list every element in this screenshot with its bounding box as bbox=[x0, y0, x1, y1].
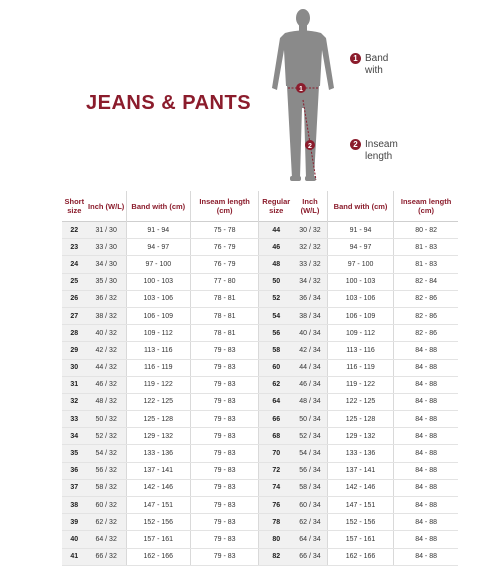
page-title: JEANS & PANTS bbox=[86, 92, 252, 114]
table-cell: 91 - 94 bbox=[126, 222, 190, 239]
table-row bbox=[62, 531, 458, 548]
table-cell: 78 - 81 bbox=[190, 290, 258, 307]
table-cell: 40 bbox=[62, 531, 87, 548]
table-cell: 79 - 83 bbox=[190, 548, 258, 565]
table-cell: 147 - 151 bbox=[327, 497, 393, 514]
table-cell: 84 - 88 bbox=[394, 531, 458, 548]
table-cell: 147 - 151 bbox=[126, 497, 190, 514]
table-cell: 24 bbox=[62, 256, 87, 273]
table-cell: 36 / 32 bbox=[87, 290, 127, 307]
table-cell: 50 / 32 bbox=[87, 411, 127, 428]
table-row bbox=[62, 307, 458, 324]
table-cell: 94 - 97 bbox=[126, 239, 190, 256]
table-cell: 116 - 119 bbox=[126, 359, 190, 376]
table-cell: 82 - 84 bbox=[394, 273, 458, 290]
table-cell: 33 / 32 bbox=[293, 256, 327, 273]
table-cell: 125 - 128 bbox=[126, 411, 190, 428]
table-cell: 142 - 146 bbox=[126, 479, 190, 496]
body-silhouette-icon bbox=[268, 8, 338, 186]
table-cell: 22 bbox=[62, 222, 87, 239]
table-cell: 75 - 78 bbox=[190, 222, 258, 239]
table-cell: 122 - 125 bbox=[126, 393, 190, 410]
table-cell: 34 / 30 bbox=[87, 256, 127, 273]
table-cell: 79 - 83 bbox=[190, 393, 258, 410]
table-row bbox=[62, 548, 458, 565]
table-cell: 32 / 32 bbox=[293, 239, 327, 256]
table-cell: 52 bbox=[259, 290, 293, 307]
table-cell: 122 - 125 bbox=[327, 393, 393, 410]
table-cell: 77 - 80 bbox=[190, 273, 258, 290]
table-row bbox=[62, 393, 458, 410]
table-row bbox=[62, 256, 458, 273]
table-cell: 84 - 88 bbox=[394, 376, 458, 393]
table-cell: 74 bbox=[259, 479, 293, 496]
table-cell: 133 - 136 bbox=[126, 445, 190, 462]
table-cell: 39 bbox=[62, 514, 87, 531]
table-cell: 80 - 82 bbox=[394, 222, 458, 239]
header-inch-regular: Inch (W/L) bbox=[300, 197, 320, 215]
table-row bbox=[62, 325, 458, 342]
header-short-size: Short size bbox=[64, 197, 85, 215]
table-cell: 56 bbox=[259, 325, 293, 342]
table-cell: 54 / 34 bbox=[293, 445, 327, 462]
table-cell: 106 - 109 bbox=[126, 307, 190, 324]
table-cell: 30 / 32 bbox=[293, 222, 327, 239]
table-cell: 76 - 79 bbox=[190, 256, 258, 273]
table-cell: 30 bbox=[62, 359, 87, 376]
table-cell: 35 / 30 bbox=[87, 273, 127, 290]
table-cell: 27 bbox=[62, 307, 87, 324]
table-row bbox=[62, 445, 458, 462]
table-cell: 78 bbox=[259, 514, 293, 531]
table-cell: 50 / 34 bbox=[293, 411, 327, 428]
table-cell: 66 / 34 bbox=[293, 548, 327, 565]
size-table bbox=[62, 191, 458, 566]
table-cell: 66 bbox=[259, 411, 293, 428]
table-cell: 82 - 86 bbox=[394, 307, 458, 324]
table-cell: 84 - 88 bbox=[394, 393, 458, 410]
table-cell: 44 bbox=[259, 222, 293, 239]
table-cell: 44 / 32 bbox=[87, 359, 127, 376]
table-cell: 84 - 88 bbox=[394, 411, 458, 428]
table-cell: 84 - 88 bbox=[394, 462, 458, 479]
svg-text:2: 2 bbox=[308, 143, 312, 150]
table-row bbox=[62, 342, 458, 359]
table-row bbox=[62, 290, 458, 307]
table-cell: 119 - 122 bbox=[126, 376, 190, 393]
table-cell: 58 / 34 bbox=[293, 479, 327, 496]
table-cell: 79 - 83 bbox=[190, 462, 258, 479]
table-cell: 79 - 83 bbox=[190, 411, 258, 428]
table-row bbox=[62, 273, 458, 290]
table-cell: 46 / 34 bbox=[293, 376, 327, 393]
table-row bbox=[62, 479, 458, 496]
table-cell: 52 / 32 bbox=[87, 428, 127, 445]
table-cell: 78 - 81 bbox=[190, 307, 258, 324]
table-cell: 119 - 122 bbox=[327, 376, 393, 393]
header-band-with-regular: Band with (cm) bbox=[327, 191, 393, 222]
table-row bbox=[62, 411, 458, 428]
table-cell: 152 - 156 bbox=[126, 514, 190, 531]
table-cell: 46 bbox=[259, 239, 293, 256]
table-cell: 84 - 88 bbox=[394, 428, 458, 445]
header-inseam-length-regular: Inseam length (cm) bbox=[394, 191, 458, 222]
table-cell: 48 bbox=[259, 256, 293, 273]
table-cell: 56 / 34 bbox=[293, 462, 327, 479]
table-cell: 109 - 112 bbox=[126, 325, 190, 342]
table-cell: 64 bbox=[259, 393, 293, 410]
table-cell: 79 - 83 bbox=[190, 531, 258, 548]
table-cell: 60 / 32 bbox=[87, 497, 127, 514]
table-cell: 84 - 88 bbox=[394, 514, 458, 531]
table-cell: 38 / 34 bbox=[293, 307, 327, 324]
table-cell: 41 bbox=[62, 548, 87, 565]
table-cell: 31 bbox=[62, 376, 87, 393]
table-cell: 26 bbox=[62, 290, 87, 307]
table-cell: 79 - 83 bbox=[190, 376, 258, 393]
table-cell: 78 - 81 bbox=[190, 325, 258, 342]
table-cell: 68 bbox=[259, 428, 293, 445]
table-cell: 52 / 34 bbox=[293, 428, 327, 445]
table-cell: 103 - 106 bbox=[327, 290, 393, 307]
table-cell: 64 / 32 bbox=[87, 531, 127, 548]
table-cell: 23 bbox=[62, 239, 87, 256]
table-cell: 33 bbox=[62, 411, 87, 428]
table-cell: 80 bbox=[259, 531, 293, 548]
table-cell: 129 - 132 bbox=[126, 428, 190, 445]
table-cell: 40 / 32 bbox=[87, 325, 127, 342]
table-cell: 54 / 32 bbox=[87, 445, 127, 462]
table-cell: 162 - 166 bbox=[327, 548, 393, 565]
table-cell: 58 / 32 bbox=[87, 479, 127, 496]
table-cell: 36 bbox=[62, 462, 87, 479]
table-row bbox=[62, 359, 458, 376]
table-cell: 84 - 88 bbox=[394, 445, 458, 462]
table-cell: 70 bbox=[259, 445, 293, 462]
table-cell: 60 / 34 bbox=[293, 497, 327, 514]
marker-1-icon: 1 bbox=[350, 53, 361, 64]
table-cell: 76 bbox=[259, 497, 293, 514]
legend-item-band: 1 Band with bbox=[350, 53, 405, 77]
table-row bbox=[62, 376, 458, 393]
table-cell: 54 bbox=[259, 307, 293, 324]
table-cell: 40 / 34 bbox=[293, 325, 327, 342]
table-cell: 25 bbox=[62, 273, 87, 290]
table-cell: 84 - 88 bbox=[394, 359, 458, 376]
table-cell: 31 / 30 bbox=[87, 222, 127, 239]
table-cell: 152 - 156 bbox=[327, 514, 393, 531]
table-cell: 137 - 141 bbox=[126, 462, 190, 479]
table-cell: 84 - 88 bbox=[394, 497, 458, 514]
table-cell: 133 - 136 bbox=[327, 445, 393, 462]
table-cell: 58 bbox=[259, 342, 293, 359]
table-cell: 100 - 103 bbox=[126, 273, 190, 290]
table-cell: 157 - 161 bbox=[327, 531, 393, 548]
table-cell: 91 - 94 bbox=[327, 222, 393, 239]
table-row bbox=[62, 428, 458, 445]
table-cell: 60 bbox=[259, 359, 293, 376]
marker-2-icon: 2 bbox=[350, 139, 361, 150]
table-cell: 81 - 83 bbox=[394, 256, 458, 273]
table-cell: 103 - 106 bbox=[126, 290, 190, 307]
table-cell: 82 bbox=[259, 548, 293, 565]
table-cell: 36 / 34 bbox=[293, 290, 327, 307]
header-regular-size: Regular size bbox=[259, 191, 293, 222]
table-cell: 142 - 146 bbox=[327, 479, 393, 496]
table-cell: 42 / 34 bbox=[293, 342, 327, 359]
header-inch: Inch (W/L) bbox=[88, 201, 125, 211]
table-cell: 76 - 79 bbox=[190, 239, 258, 256]
table-cell: 82 - 86 bbox=[394, 290, 458, 307]
table-cell: 64 / 34 bbox=[293, 531, 327, 548]
table-cell: 62 / 32 bbox=[87, 514, 127, 531]
table-cell: 56 / 32 bbox=[87, 462, 127, 479]
table-cell: 162 - 166 bbox=[126, 548, 190, 565]
table-cell: 79 - 83 bbox=[190, 359, 258, 376]
table-row bbox=[62, 239, 458, 256]
table-cell: 79 - 83 bbox=[190, 479, 258, 496]
table-cell: 113 - 116 bbox=[327, 342, 393, 359]
table-cell: 106 - 109 bbox=[327, 307, 393, 324]
table-cell: 157 - 161 bbox=[126, 531, 190, 548]
table-cell: 79 - 83 bbox=[190, 514, 258, 531]
table-cell: 79 - 83 bbox=[190, 445, 258, 462]
table-cell: 129 - 132 bbox=[327, 428, 393, 445]
table-cell: 28 bbox=[62, 325, 87, 342]
table-row bbox=[62, 462, 458, 479]
table-cell: 48 / 32 bbox=[87, 393, 127, 410]
table-cell: 44 / 34 bbox=[293, 359, 327, 376]
table-cell: 94 - 97 bbox=[327, 239, 393, 256]
table-cell: 38 bbox=[62, 497, 87, 514]
table-cell: 116 - 119 bbox=[327, 359, 393, 376]
table-cell: 33 / 30 bbox=[87, 239, 127, 256]
header-inseam-length: Inseam length (cm) bbox=[190, 191, 258, 222]
svg-text:1: 1 bbox=[299, 86, 303, 93]
legend-item-inseam: 2 Inseam length bbox=[350, 139, 409, 163]
table-cell: 81 - 83 bbox=[394, 239, 458, 256]
table-cell: 100 - 103 bbox=[327, 273, 393, 290]
table-cell: 125 - 128 bbox=[327, 411, 393, 428]
table-cell: 48 / 34 bbox=[293, 393, 327, 410]
table-row bbox=[62, 497, 458, 514]
header-band-with: Band with (cm) bbox=[126, 191, 190, 222]
table-cell: 113 - 116 bbox=[126, 342, 190, 359]
table-cell: 72 bbox=[259, 462, 293, 479]
table-cell: 84 - 88 bbox=[394, 479, 458, 496]
table-row bbox=[62, 222, 458, 239]
table-header-row bbox=[62, 191, 458, 222]
table-cell: 97 - 100 bbox=[327, 256, 393, 273]
table-cell: 42 / 32 bbox=[87, 342, 127, 359]
table-cell: 34 / 32 bbox=[293, 273, 327, 290]
table-cell: 29 bbox=[62, 342, 87, 359]
table-cell: 34 bbox=[62, 428, 87, 445]
table-cell: 46 / 32 bbox=[87, 376, 127, 393]
table-cell: 62 bbox=[259, 376, 293, 393]
table-cell: 79 - 83 bbox=[190, 497, 258, 514]
table-cell: 79 - 83 bbox=[190, 342, 258, 359]
table-cell: 82 - 86 bbox=[394, 325, 458, 342]
table-cell: 79 - 83 bbox=[190, 428, 258, 445]
table-cell: 84 - 88 bbox=[394, 548, 458, 565]
table-cell: 35 bbox=[62, 445, 87, 462]
table-cell: 137 - 141 bbox=[327, 462, 393, 479]
table-cell: 97 - 100 bbox=[126, 256, 190, 273]
table-cell: 62 / 34 bbox=[293, 514, 327, 531]
table-cell: 32 bbox=[62, 393, 87, 410]
table-cell: 38 / 32 bbox=[87, 307, 127, 324]
table-cell: 37 bbox=[62, 479, 87, 496]
table-cell: 84 - 88 bbox=[394, 342, 458, 359]
table-cell: 109 - 112 bbox=[327, 325, 393, 342]
table-cell: 66 / 32 bbox=[87, 548, 127, 565]
table-cell: 50 bbox=[259, 273, 293, 290]
table-row bbox=[62, 514, 458, 531]
